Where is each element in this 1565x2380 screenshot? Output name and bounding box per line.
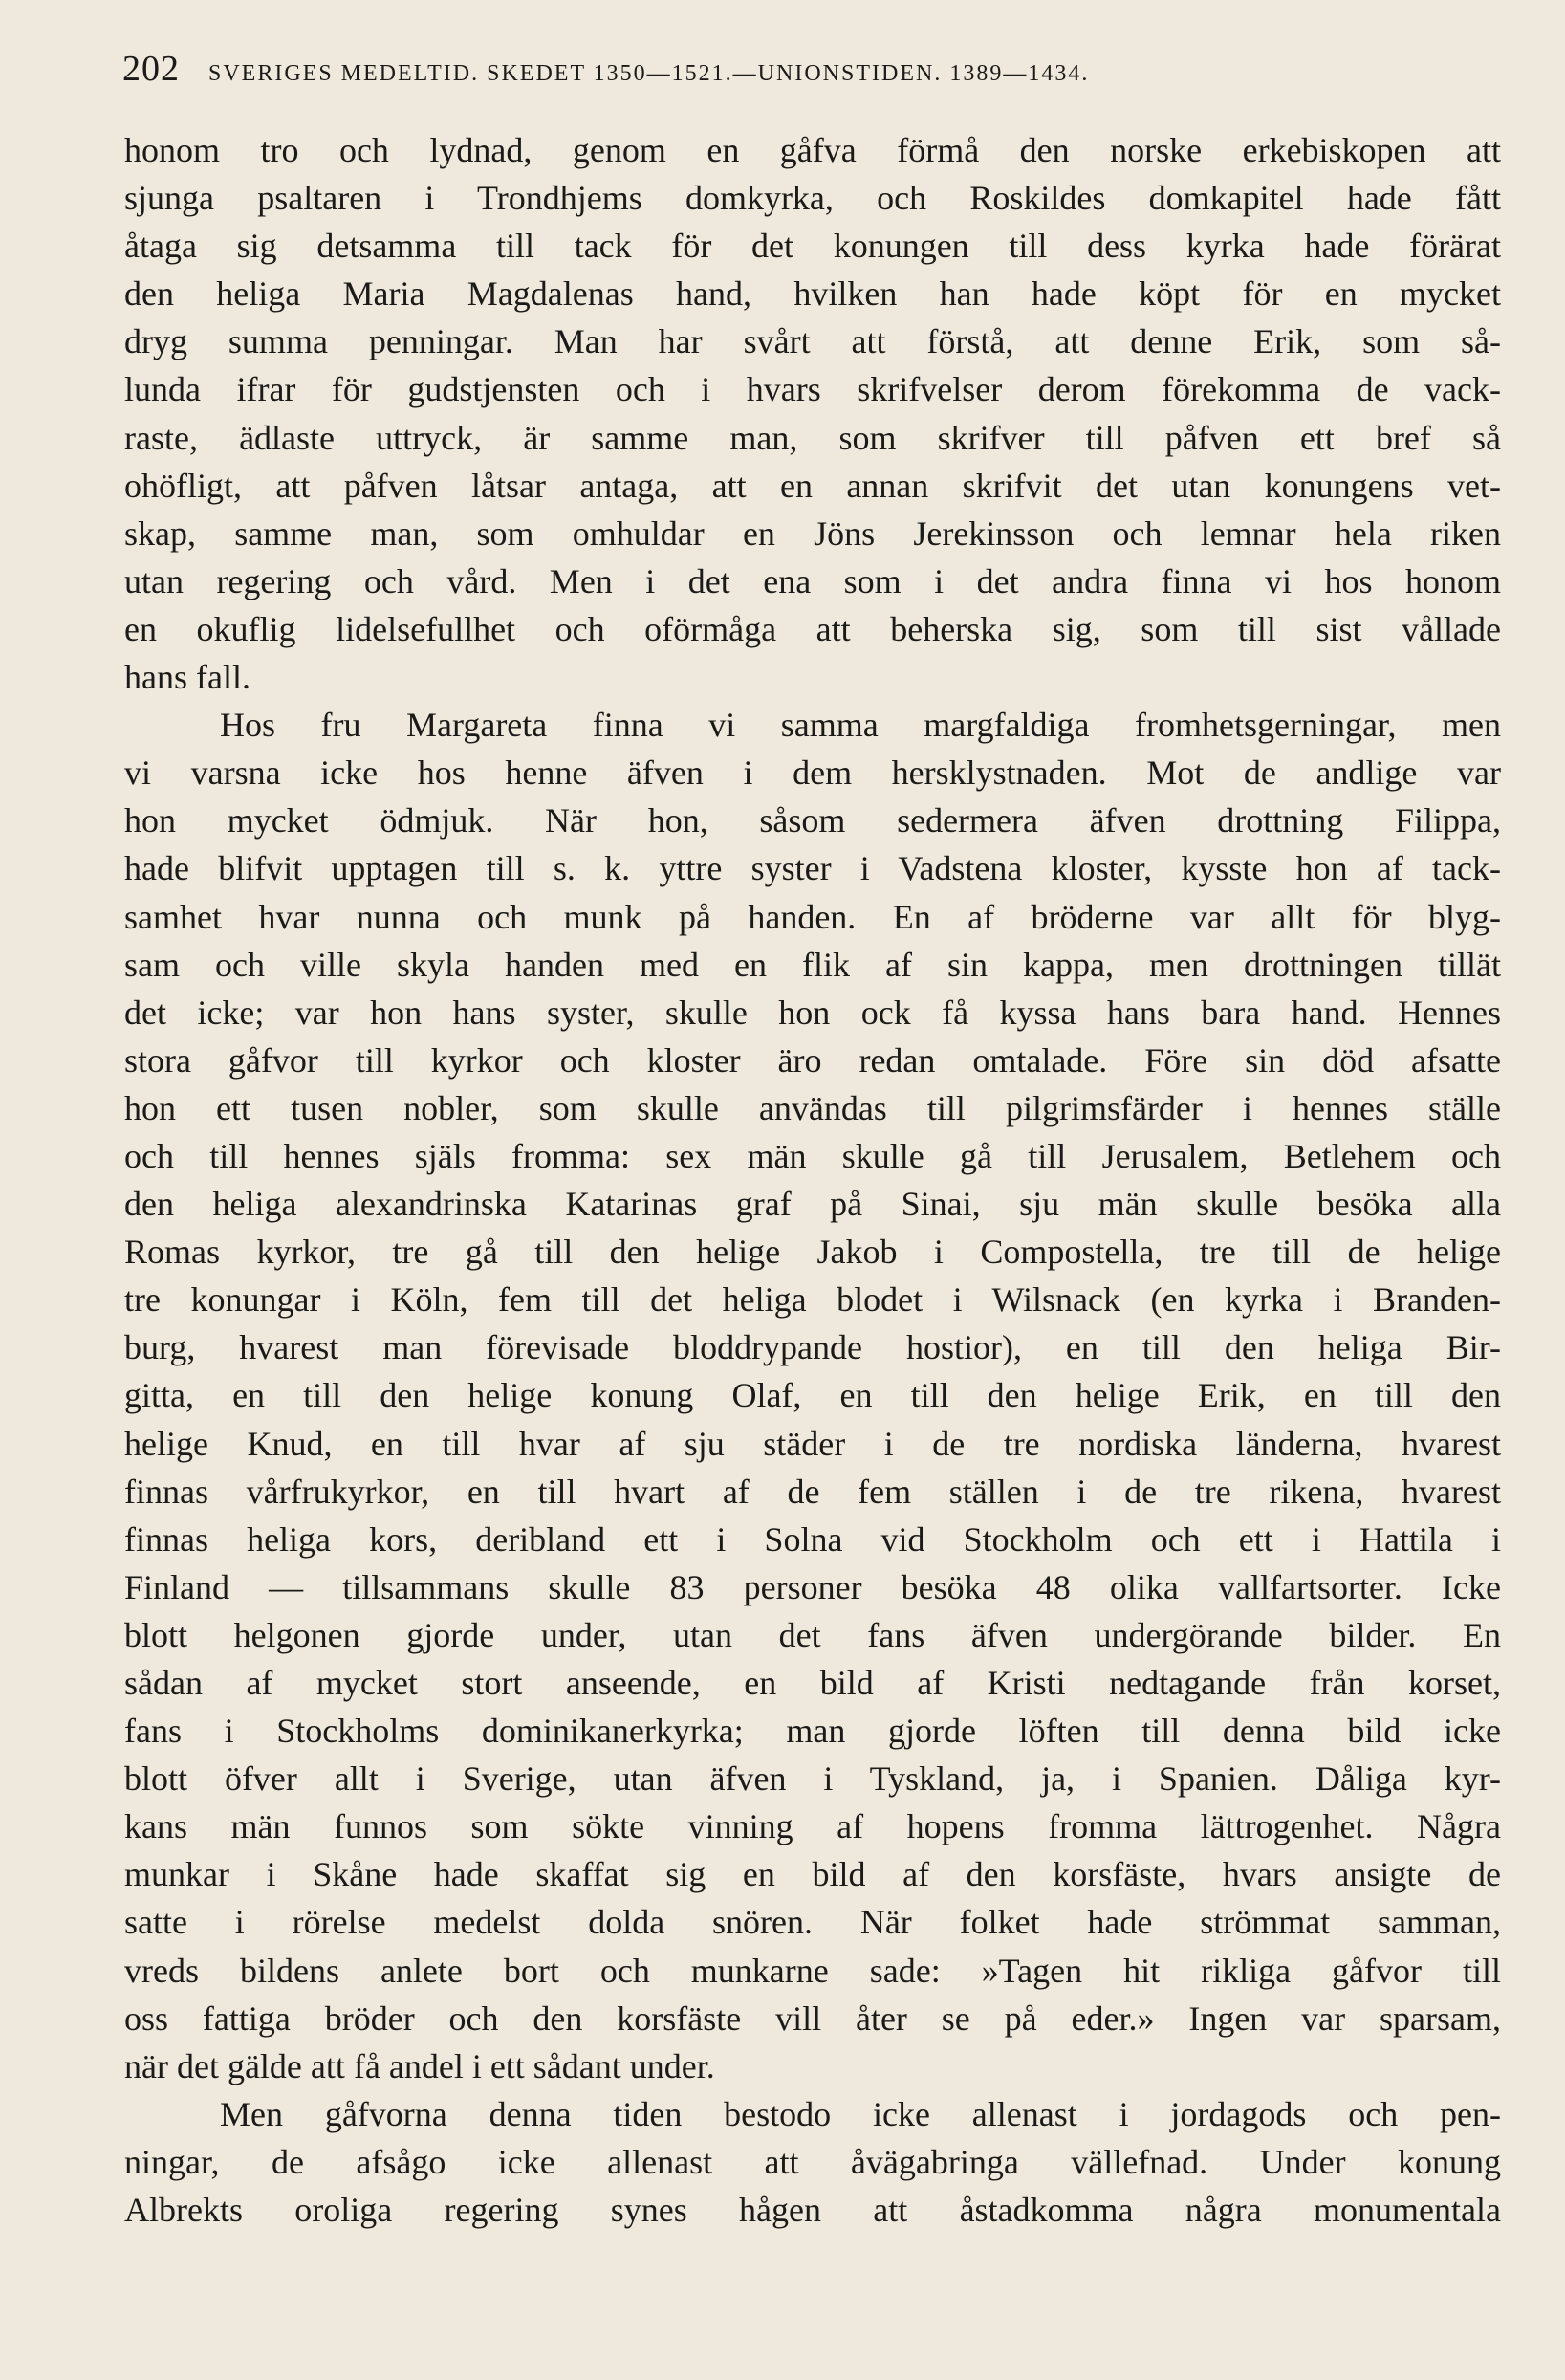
text-line: hade blifvit upptagen till s. k. yttre syster i Vadstena kloster, kysste hon af tack- [124,849,1501,888]
text-line: Romas kyrkor, tre gå till den helige Jakob i Compostella, tre till de helige [124,1233,1501,1272]
text-line: dryg summa penningar. Man har svårt att förstå, att denne Erik, som så- [124,322,1501,361]
paragraph-end-line: när det gälde att få andel i ett sådant under. [124,2046,715,2085]
text-line: lunda ifrar för gudstjensten och i hvars skrifvelser derom förekomma de vack- [124,370,1501,409]
paragraph-start-line: Hos fru Margareta finna vi samma margfaldiga fromhetsgerningar, men [220,706,1501,745]
text-line: blott öfver allt i Sverige, utan äfven i Tyskland, ja, i Spanien. Dåliga kyr- [124,1759,1501,1799]
paragraph-start-line: Men gåfvorna denna tiden bestodo icke allenast i jordagods och pen- [220,2094,1501,2133]
text-line: utan regering och vård. Men i det ena som i det andra finna vi hos honom [124,561,1501,600]
text-line: det icke; var hon hans syster, skulle hon ock få kyssa hans bara hand. Hennes [124,993,1501,1032]
text-line: tre konungar i Köln, fem till det heliga blodet i Wilsnack (en kyrka i Branden- [124,1280,1501,1320]
text-line: honom tro och lydnad, genom en gåfva förmå den norske erkebiskopen att [124,131,1501,169]
body-text [124,126,1501,2234]
text-line: burg, hvarest man förevisade bloddrypande hostior), en till den heliga Bir- [124,1328,1501,1367]
text-line: sådan af mycket stort anseende, en bild af Kristi nedtagande från korset, [124,1664,1501,1702]
text-line: kans män funnos som sökte vinning af hopens fromma lättrogenhet. Några [124,1807,1501,1846]
text-line: finnas heliga kors, deribland ett i Solna vid Stockholm och ett i Hattila i [124,1519,1501,1559]
text-line: munkar i Skåne hade skaffat sig en bild af den korsfäste, hvars ansigte de [124,1855,1501,1894]
running-head: SVERIGES MEDELTID. SKEDET 1350—1521.—UNIONSTIDEN. 1389—1434. [208,61,1090,86]
text-line: och till hennes själs fromma: sex män skulle gå till Jerusalem, Betlehem och [124,1136,1501,1175]
text-line: satte i rörelse medelst dolda snören. När folket hade strömmat samman, [124,1903,1501,1942]
text-line: ohöfligt, att påfven låtsar antaga, att en annan skrifvit det utan konungens vet- [124,466,1501,505]
text-line: blott helgonen gjorde under, utan det fans äfven undergörande bilder. En [124,1615,1501,1654]
text-line: vreds bildens anlete bort och munkarne sade: »Tagen hit rikliga gåfvor till [124,1951,1501,1990]
page-number: 202 [122,49,180,89]
text-line: stora gåfvor till kyrkor och kloster äro redan omtalade. Före sin död afsatte [124,1040,1501,1080]
text-line: helige Knud, en till hvar af sju städer i de tre nordiska länderna, hvarest [124,1424,1501,1463]
text-line: Finland — tillsammans skulle 83 personer besöka 48 olika vallfartsorter. Icke [124,1567,1501,1606]
text-line: finnas vårfrukyrkor, en till hvart af de fem ställen i de tre rikena, hvarest [124,1472,1501,1511]
text-line: fans i Stockholms dominikanerkyrka; man gjorde löften till denna bild icke [124,1712,1501,1751]
text-line: skap, samme man, som omhuldar en Jöns Jerekinsson och lemnar hela riken [124,513,1501,553]
text-line: en okuflig lidelsefullhet och oförmåga att beherska sig, som till sist vållade [124,609,1501,648]
text-line: åtaga sig detsamma till tack för det konungen till dess kyrka hade förärat [124,227,1501,266]
text-line: den heliga alexandrinska Katarinas graf på Sinai, sju män skulle besöka alla [124,1185,1501,1224]
text-line: hon mycket ödmjuk. När hon, såsom sedermera äfven drottning Filippa, [124,801,1501,841]
text-line: raste, ädlaste uttryck, är samme man, som skrifver till påfven ett bref så [124,418,1501,457]
text-line: gitta, en till den helige konung Olaf, en till den helige Erik, en till den [124,1376,1501,1415]
text-line: den heliga Maria Magdalenas hand, hvilken han hade köpt för en mycket [124,274,1501,314]
text-line: ningar, de afsågo icke allenast att åvägabringa vällefnad. Under konung [124,2142,1501,2181]
paragraph-end-line: hans fall. [124,658,250,697]
text-line: vi varsna icke hos henne äfven i dem hersklystnaden. Mot de andlige var [124,753,1501,793]
text-line: hon ett tusen nobler, som skulle användas till pilgrimsfärder i hennes ställe [124,1088,1501,1127]
text-line: samhet hvar nunna och munk på handen. En af bröderne var allt för blyg- [124,897,1501,936]
text-line: oss fattiga bröder och den korsfäste vill åter se på eder.» Ingen var sparsam, [124,1998,1501,2038]
text-line: sjunga psaltaren i Trondhjems domkyrka, och Roskildes domkapitel hade fått [124,179,1501,218]
text-line: Albrekts oroliga regering synes hågen att åstadkomma några monumentala [124,2191,1501,2230]
page-header [122,48,1461,105]
text-line: sam och ville skyla handen med en flik af sin kappa, men drottningen tillät [124,945,1501,984]
